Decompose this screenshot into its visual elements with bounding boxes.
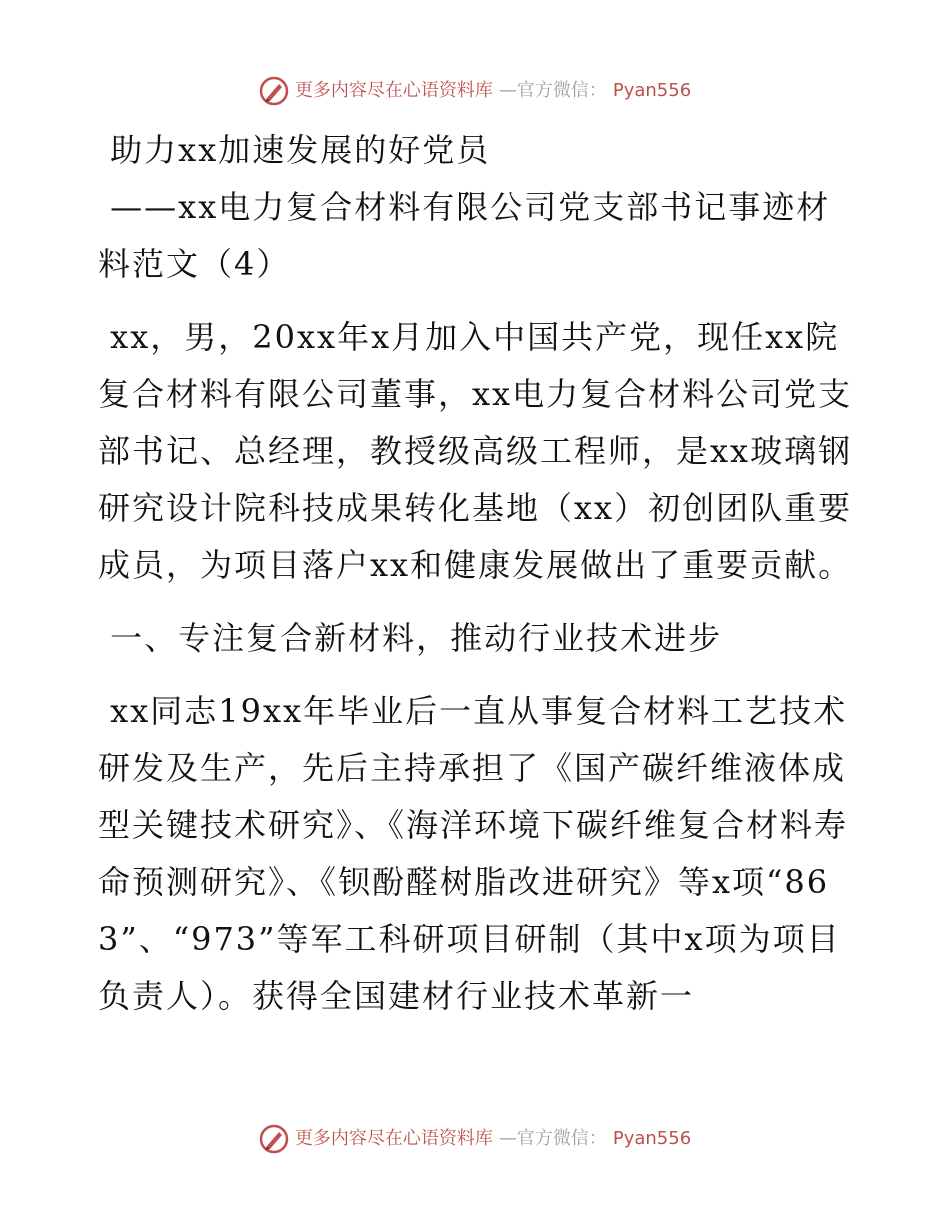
section-1-paragraph: xx同志19xx年毕业后一直从事复合材料工艺技术研发及生产，先后主持承担了《国产碳纤维液体成型关键技术研究》、《海洋环境下碳纤维复合材料寿命预测研究》、《钡酚醛树脂改进研究》等x项“863”、“973”等军工科研项目研制（其中x项为项目负责人）。获得全国建材行业技术革新一 <box>98 692 849 1015</box>
header-watermark <box>0 76 950 106</box>
watermark-wechat-id: Pyan556 <box>612 1128 692 1149</box>
document-title: 助力xx加速发展的好党员 <box>98 131 491 169</box>
watermark-main-text: 更多内容尽在心语资料库 <box>294 1128 493 1149</box>
watermark-wechat-id: Pyan556 <box>612 80 692 101</box>
watermark-sub-text: —官方微信： <box>498 1128 607 1149</box>
document-subtitle: ——xx电力复合材料有限公司党支部书记事迹材料范文（4） <box>98 188 831 283</box>
intro-paragraph: xx，男，20xx年x月加入中国共产党，现任xx院复合材料有限公司董事，xx电力复合材料公司党支部书记、总经理，教授级高级工程师，是xx玻璃钢研究设计院科技成果转化基地（xx）初创团队重要成员，为项目落户xx和健康发展做出了重要贡献。 <box>98 318 853 584</box>
footer-watermark <box>0 1124 950 1154</box>
pen-logo-icon <box>259 1124 289 1154</box>
document-body <box>98 122 858 1041</box>
watermark-sub-text: —官方微信： <box>498 80 607 101</box>
section-1-heading: 一、专注复合新材料，推动行业技术进步 <box>98 619 723 657</box>
pen-logo-icon <box>259 76 289 106</box>
watermark-main-text: 更多内容尽在心语资料库 <box>294 80 493 101</box>
